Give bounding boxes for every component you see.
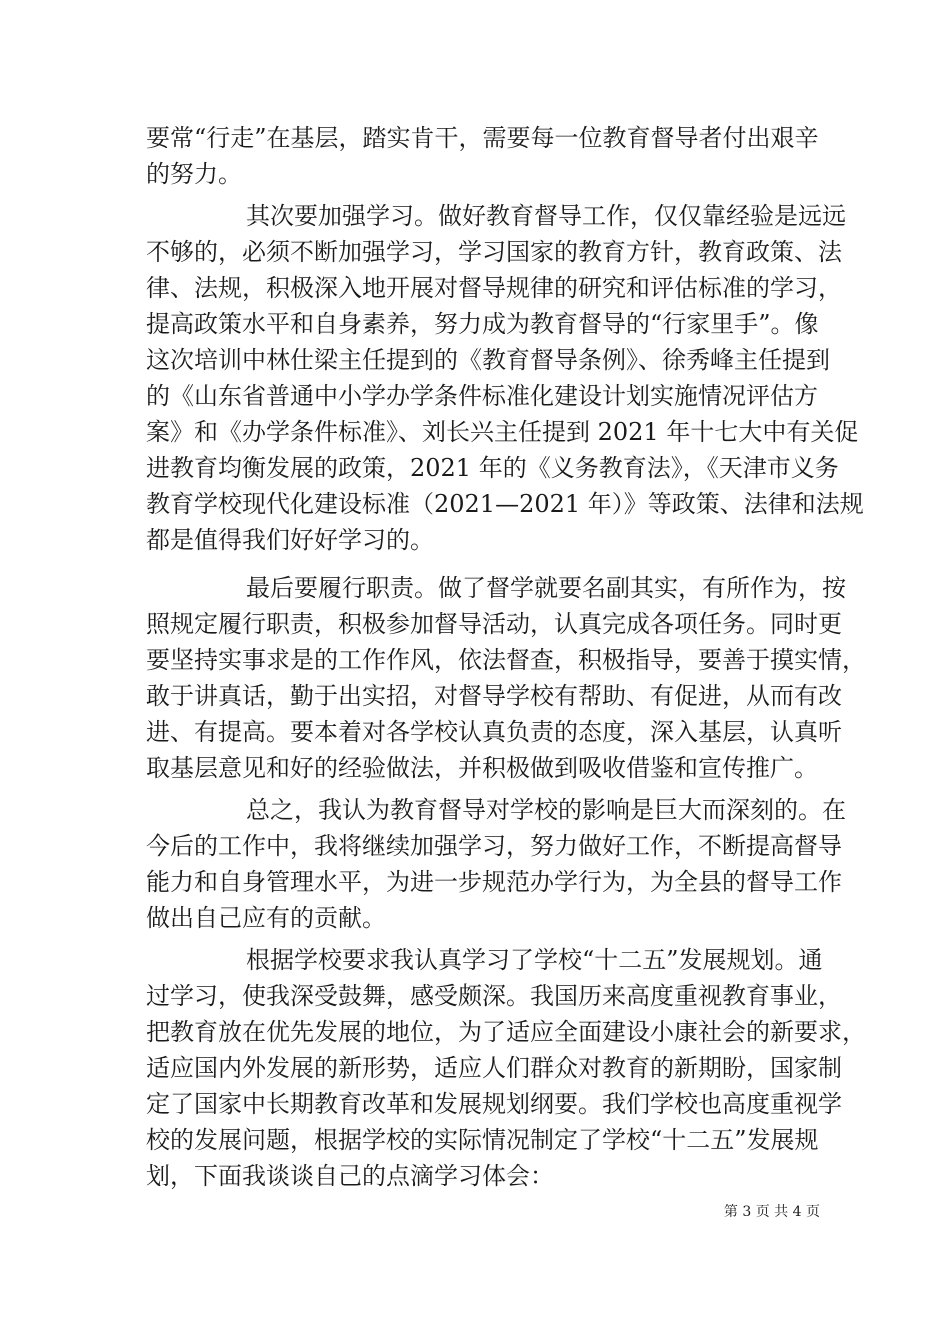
paragraph-start-line: 其次要加强学习。做好教育督导工作，仅仅靠经验是远远 bbox=[246, 202, 846, 230]
text-line: 进、有提高。要本着对各学校认真负责的态度，深入基层，认真听 bbox=[146, 718, 842, 746]
text-line: 进教育均衡发展的政策，2021 年的《义务教育法》，《天津市义务 bbox=[146, 454, 839, 482]
text-line: 的《山东省普通中小学办学条件标准化建设计划实施情况评估方 bbox=[146, 382, 818, 410]
page-number-footer: 第 3 页 共 4 页 bbox=[723, 1204, 820, 1220]
text-line: 把教育放在优先发展的地位，为了适应全面建设小康社会的新要求， bbox=[146, 1018, 866, 1046]
text-line: 取基层意见和好的经验做法，并积极做到吸收借鉴和宣传推广。 bbox=[146, 754, 818, 782]
text-line: 教育学校现代化建设标准（2021—2021 年）》等政策、法律和法规 bbox=[146, 490, 864, 518]
text-line: 定了国家中长期教育改革和发展规划纲要。我们学校也高度重视学 bbox=[146, 1090, 842, 1118]
text-line: 这次培训中林仕梁主任提到的《教育督导条例》、徐秀峰主任提到 bbox=[146, 346, 830, 374]
text-line: 过学习，使我深受鼓舞，感受颇深。我国历来高度重视教育事业， bbox=[146, 982, 842, 1010]
text-line: 适应国内外发展的新形势，适应人们群众对教育的新期盼，国家制 bbox=[146, 1054, 842, 1082]
text-line: 划，下面我谈谈自己的点滴学习体会： bbox=[146, 1162, 554, 1190]
text-line: 做出自己应有的贡献。 bbox=[146, 904, 386, 932]
text-line: 照规定履行职责，积极参加督导活动，认真完成各项任务。同时更 bbox=[146, 610, 842, 638]
text-line: 的努力。 bbox=[146, 160, 242, 188]
text-line: 案》和《办学条件标准》、刘长兴主任提到 2021 年十七大中有关促 bbox=[146, 418, 859, 446]
text-line: 能力和自身管理水平，为进一步规范办学行为，为全县的督导工作 bbox=[146, 868, 842, 896]
text-line: 要坚持实事求是的工作作风，依法督查，积极指导，要善于摸实情， bbox=[146, 646, 866, 674]
paragraph-start-line: 根据学校要求我认真学习了学校“十二五”发展规划。通 bbox=[246, 946, 823, 974]
text-line: 今后的工作中，我将继续加强学习，努力做好工作，不断提高督导 bbox=[146, 832, 842, 860]
text-line: 不够的，必须不断加强学习，学习国家的教育方针，教育政策、法 bbox=[146, 238, 842, 266]
text-line: 敢于讲真话，勤于出实招，对督导学校有帮助、有促进，从而有改 bbox=[146, 682, 842, 710]
paragraph-start-line: 总之，我认为教育督导对学校的影响是巨大而深刻的。在 bbox=[246, 796, 846, 824]
text-line: 校的发展问题，根据学校的实际情况制定了学校“十二五”发展规 bbox=[146, 1126, 819, 1154]
paragraph-start-line: 最后要履行职责。做了督学就要名副其实，有所作为，按 bbox=[246, 574, 846, 602]
text-line: 都是值得我们好好学习的。 bbox=[146, 526, 434, 554]
text-line: 提高政策水平和自身素养，努力成为教育督导的“行家里手”。像 bbox=[146, 310, 819, 338]
text-line: 律、法规，积极深入地开展对督导规律的研究和评估标准的学习， bbox=[146, 274, 842, 302]
text-line: 要常“行走”在基层，踏实肯干，需要每一位教育督导者付出艰辛 bbox=[146, 124, 819, 152]
